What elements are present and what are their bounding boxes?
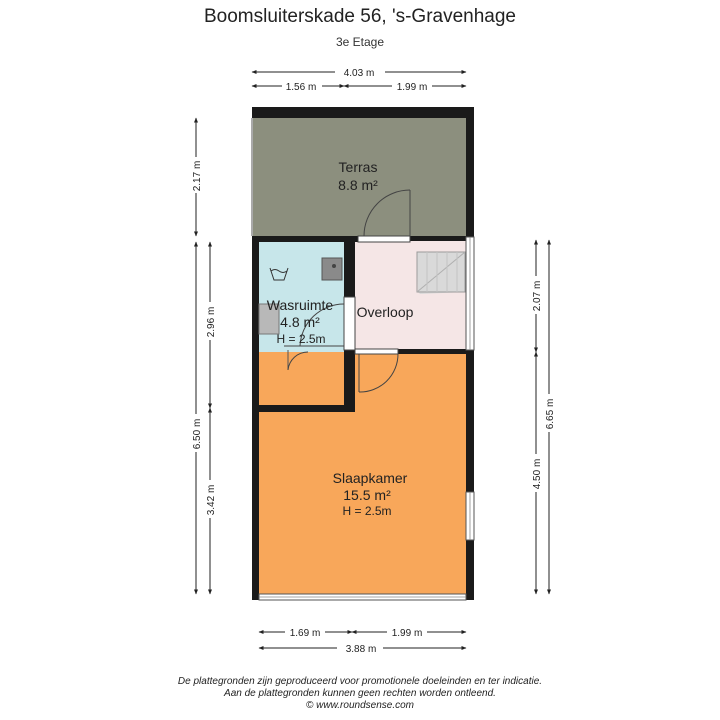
wasruimte-area-label: 4.8 m²: [280, 314, 320, 330]
dim-left-lower: 3.42 m: [206, 484, 217, 516]
dim-top-left: 1.56 m: [285, 82, 317, 93]
wasruimte-height: H = 2.5m: [276, 332, 326, 346]
page-title: Boomsluiterskade 56, 's-Gravenhage: [203, 6, 516, 27]
terras-area-label: 8.8 m²: [338, 177, 378, 193]
dim-top-total: 4.03 m: [343, 68, 375, 79]
disclaimer-line-1: De plattegronden zijn geproduceerd voor promotionele doeleinden en ter indicatie.: [177, 676, 543, 687]
sink-icon: [322, 258, 342, 280]
slaapkamer-height: H = 2.5m: [342, 504, 392, 518]
dim-left-total: 6.50 m: [192, 418, 203, 450]
floor-label: 3e Etage: [335, 35, 385, 49]
terras-name: Terras: [338, 159, 378, 175]
dim-bottom-right: 1.99 m: [391, 628, 423, 639]
dim-right-total: 6.65 m: [545, 398, 556, 430]
dim-right-upper: 2.07 m: [532, 280, 543, 312]
dim-left-middle: 2.96 m: [206, 306, 217, 338]
dim-bottom-total: 3.88 m: [345, 644, 377, 655]
staircase: [417, 252, 465, 294]
slaapkamer-area-top-right: [351, 352, 467, 410]
disclaimer: [0, 676, 720, 712]
wasruimte-name: Wasruimte: [266, 297, 334, 313]
dim-bottom-left: 1.69 m: [289, 628, 321, 639]
dim-left-terras: 2.17 m: [192, 160, 203, 192]
dim-top-right: 1.99 m: [396, 82, 428, 93]
disclaimer-line-2: Aan de plattegronden kunnen geen rechten worden ontleend.: [224, 688, 496, 699]
dim-right-lower: 4.50 m: [532, 458, 543, 490]
slaapkamer-name: Slaapkamer: [332, 470, 408, 486]
copyright: © www.roundsense.com: [306, 700, 414, 711]
slaapkamer-area-label: 15.5 m²: [343, 487, 391, 503]
overloop-name: Overloop: [356, 304, 414, 320]
